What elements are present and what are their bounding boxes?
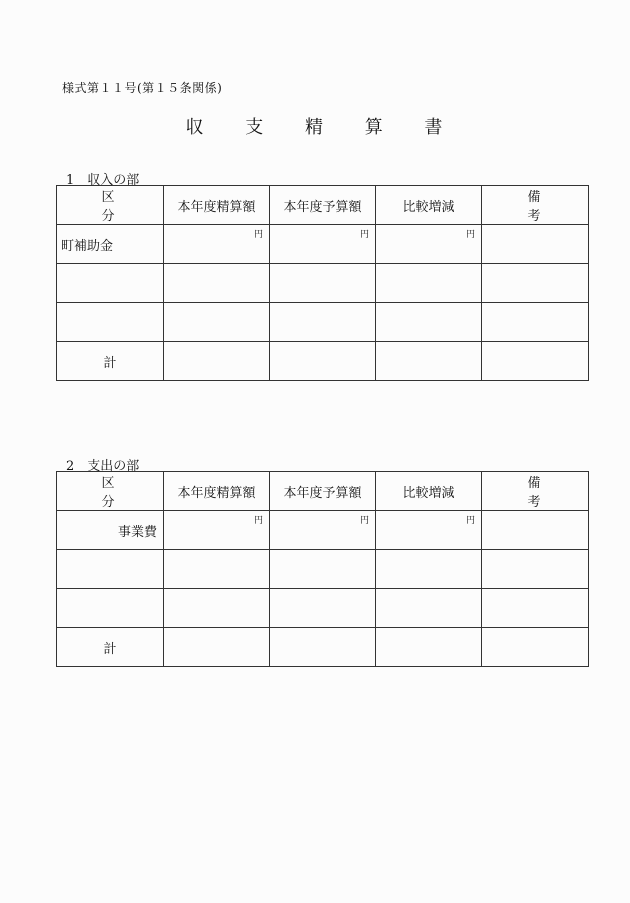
unit-label: 円 bbox=[253, 516, 263, 526]
table-row bbox=[57, 589, 589, 628]
expense-diff-cell[interactable] bbox=[376, 550, 482, 589]
expense-budget-cell[interactable] bbox=[270, 550, 376, 589]
income-category-cell[interactable] bbox=[57, 264, 164, 303]
header-budget: 本年度予算額 bbox=[270, 472, 376, 511]
income-budget-cell[interactable] bbox=[270, 303, 376, 342]
table-row bbox=[57, 264, 589, 303]
income-diff-cell[interactable] bbox=[376, 303, 482, 342]
expense-category-cell[interactable] bbox=[57, 550, 164, 589]
table-row bbox=[57, 550, 589, 589]
expense-remarks-cell[interactable] bbox=[482, 589, 589, 628]
expense-total-actual[interactable] bbox=[164, 628, 270, 667]
expense-budget-cell[interactable] bbox=[270, 589, 376, 628]
income-total-actual[interactable] bbox=[164, 342, 270, 381]
header-diff: 比較増減 bbox=[376, 186, 482, 225]
income-remarks-cell[interactable] bbox=[482, 264, 589, 303]
income-budget-cell[interactable] bbox=[270, 264, 376, 303]
income-actual-cell[interactable] bbox=[164, 225, 270, 264]
document-title: 収 支 精 算 書 bbox=[185, 117, 461, 138]
unit-label: 円 bbox=[465, 230, 475, 240]
expense-total-budget[interactable] bbox=[270, 628, 376, 667]
expense-total-label: 計 bbox=[57, 628, 164, 667]
expense-section-title: 2 支出の部 bbox=[66, 459, 140, 474]
header-category: 区 分 bbox=[57, 472, 164, 511]
income-total-budget[interactable] bbox=[270, 342, 376, 381]
income-section-title: 1 収入の部 bbox=[66, 173, 140, 188]
expense-remarks-cell[interactable] bbox=[482, 550, 589, 589]
unit-label: 円 bbox=[253, 230, 263, 240]
expense-diff-cell[interactable] bbox=[376, 589, 482, 628]
income-actual-cell[interactable] bbox=[164, 264, 270, 303]
header-diff: 比較増減 bbox=[376, 472, 482, 511]
expense-budget-cell[interactable] bbox=[270, 511, 376, 550]
income-category-cell[interactable]: 町補助金 bbox=[57, 225, 164, 264]
form-number: 様式第１１号(第１５条関係) bbox=[62, 81, 223, 95]
unit-label: 円 bbox=[465, 516, 475, 526]
income-actual-cell[interactable] bbox=[164, 303, 270, 342]
expense-actual-cell[interactable] bbox=[164, 589, 270, 628]
expense-header-row bbox=[57, 472, 589, 511]
income-table bbox=[56, 185, 589, 381]
header-budget: 本年度予算額 bbox=[270, 186, 376, 225]
unit-label: 円 bbox=[359, 516, 369, 526]
table-row bbox=[57, 303, 589, 342]
expense-category-cell[interactable]: 事業費 bbox=[57, 511, 164, 550]
income-category-cell[interactable] bbox=[57, 303, 164, 342]
income-remarks-cell[interactable] bbox=[482, 225, 589, 264]
income-diff-cell[interactable] bbox=[376, 264, 482, 303]
unit-label: 円 bbox=[359, 230, 369, 240]
header-actual: 本年度精算額 bbox=[164, 472, 270, 511]
header-remarks: 備 考 bbox=[482, 472, 589, 511]
income-budget-cell[interactable] bbox=[270, 225, 376, 264]
table-row bbox=[57, 225, 589, 264]
income-total-diff[interactable] bbox=[376, 342, 482, 381]
expense-category-cell[interactable] bbox=[57, 589, 164, 628]
header-actual: 本年度精算額 bbox=[164, 186, 270, 225]
expense-total-remarks[interactable] bbox=[482, 628, 589, 667]
expense-actual-cell[interactable] bbox=[164, 550, 270, 589]
expense-actual-cell[interactable] bbox=[164, 511, 270, 550]
expense-table bbox=[56, 471, 589, 667]
expense-total-row bbox=[57, 628, 589, 667]
header-remarks: 備 考 bbox=[482, 186, 589, 225]
expense-total-diff[interactable] bbox=[376, 628, 482, 667]
header-category: 区 分 bbox=[57, 186, 164, 225]
expense-remarks-cell[interactable] bbox=[482, 511, 589, 550]
income-remarks-cell[interactable] bbox=[482, 303, 589, 342]
table-row bbox=[57, 511, 589, 550]
income-header-row bbox=[57, 186, 589, 225]
income-diff-cell[interactable] bbox=[376, 225, 482, 264]
income-total-label: 計 bbox=[57, 342, 164, 381]
income-total-remarks[interactable] bbox=[482, 342, 589, 381]
expense-diff-cell[interactable] bbox=[376, 511, 482, 550]
income-total-row bbox=[57, 342, 589, 381]
